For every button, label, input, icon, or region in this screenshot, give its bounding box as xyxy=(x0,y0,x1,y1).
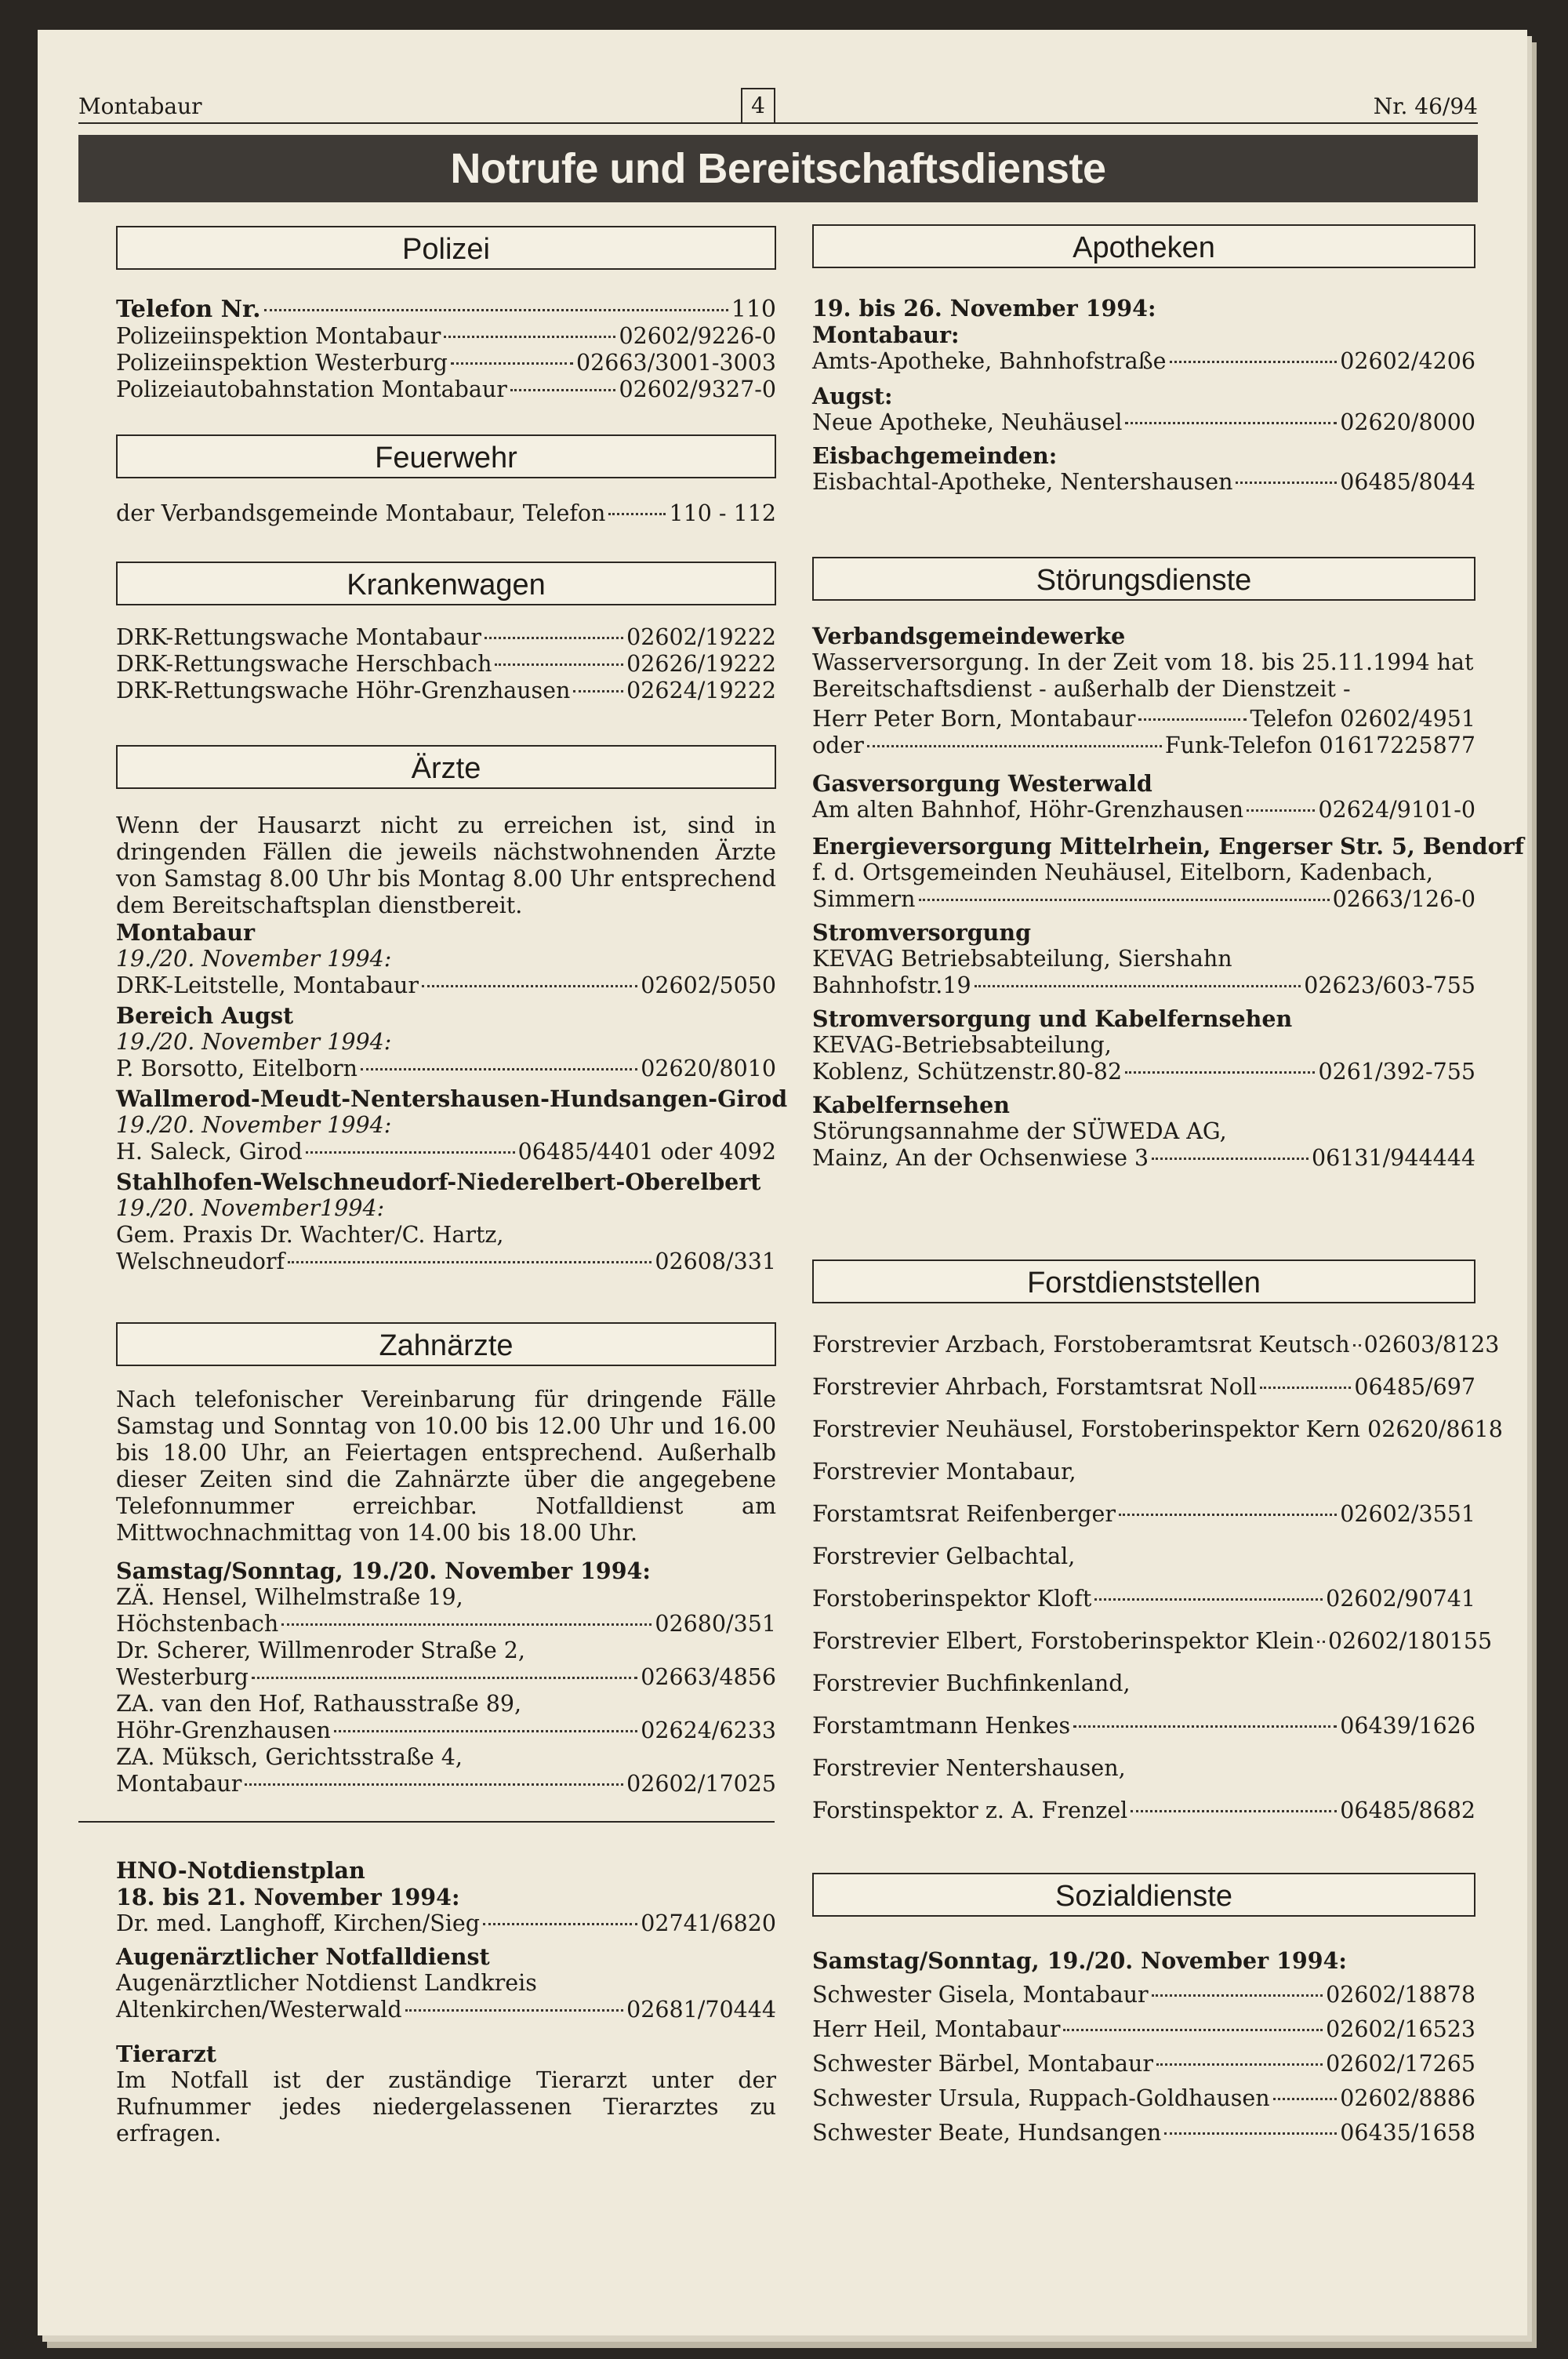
issue-number: Nr. 46/94 xyxy=(1373,93,1478,119)
list-item: Forstrevier Nentershausen, xyxy=(812,1755,1126,1781)
area-heading: Montabaur: xyxy=(812,322,960,348)
section-head-feuerwehr: Feuerwehr xyxy=(116,434,776,478)
list-item: Polizeiinspektion Westerburg 02663/3001-3003 xyxy=(116,350,776,376)
krankenwagen-list xyxy=(116,624,776,704)
list-item: Schwester Gisela, Montabaur 02602/18878 xyxy=(812,1982,1475,2008)
list-item: Höchstenbach 02680/351 xyxy=(116,1611,776,1637)
dentist-name: ZÄ. Hensel, Wilhelmstraße 19, xyxy=(116,1584,463,1610)
list-item: Eisbachtal-Apotheke, Nentershausen 06485/8044 xyxy=(812,469,1475,495)
list-item: Polizeiautobahnstation Montabaur 02602/9327-0 xyxy=(116,376,776,402)
list-item: Dr. med. Langhoff, Kirchen/Sieg 02741/6820 xyxy=(116,1910,776,1936)
list-item: Mainz, An der Ochsenwiese 3 06131/944444 xyxy=(812,1145,1475,1171)
date-line: 19./20. November 1994: xyxy=(116,946,392,972)
date-line: 19./20. November 1994: xyxy=(116,1112,392,1138)
hno-heading: HNO-Notdienstplan xyxy=(116,1857,365,1884)
divider xyxy=(78,1821,775,1823)
service-heading: Stromversorgung und Kabelfernsehen xyxy=(812,1005,1293,1032)
aerzte-info xyxy=(116,812,788,1275)
section-head-forstdienststellen: Forstdienststellen xyxy=(812,1259,1475,1303)
area-heading: Augst: xyxy=(812,383,893,409)
date-heading: 18. bis 21. November 1994: xyxy=(116,1884,460,1910)
page-title-banner: Notrufe und Bereitschaftsdienste xyxy=(78,135,1478,202)
service-line: f. d. Ortsgemeinden Neuhäusel, Eitelborn, Kadenbach, xyxy=(812,860,1433,885)
list-item: Schwester Beate, Hundsangen 06435/1658 xyxy=(812,2120,1475,2146)
area-heading: Wallmerod-Meudt-Nentershausen-Hundsangen-Girod xyxy=(116,1085,788,1112)
page-header xyxy=(78,86,1478,124)
list-item: H. Saleck, Girod 06485/4401 oder 4092 xyxy=(116,1139,776,1165)
list-item: Koblenz, Schützenstr.80-82 0261/392-755 xyxy=(812,1059,1475,1085)
list-item: DRK-Rettungswache Höhr-Grenzhausen 02624/19222 xyxy=(116,678,776,703)
service-heading: Gasversorgung Westerwald xyxy=(812,770,1152,797)
section-head-stoerungsdienste: Störungsdienste xyxy=(812,557,1475,601)
service-heading: Energieversorgung Mittelrhein, Engerser Str. 5, Bendorf xyxy=(812,833,1524,860)
service-line: KEVAG-Betriebsabteilung, xyxy=(812,1032,1112,1058)
section-head-sozialdienste: Sozialdienste xyxy=(812,1873,1475,1917)
list-item: Forstrevier Montabaur, xyxy=(812,1459,1076,1485)
section-head-apotheken: Apotheken xyxy=(812,224,1475,268)
section-head-zahnaerzte: Zahnärzte xyxy=(116,1322,776,1366)
area-heading: Stahlhofen-Welschneudorf-Niederelbert-Oberelbert xyxy=(116,1169,761,1195)
list-item: Polizeiinspektion Montabaur 02602/9226-0 xyxy=(116,323,776,349)
list-item: Telefon Nr. 110 xyxy=(116,296,776,323)
list-item: Forstamtsrat Reifenberger 02602/3551 xyxy=(812,1501,1475,1527)
list-item: Bahnhofstr.19 02623/603-755 xyxy=(812,972,1475,998)
sozial-list xyxy=(812,1943,1475,2150)
list-item: Forstrevier Ahrbach, Forstamtsrat Noll 06485/697 xyxy=(812,1374,1475,1400)
list-item: Forstrevier Buchfinkenland, xyxy=(812,1670,1131,1696)
list-item: Forstrevier Neuhäusel, Forstoberinspektor Kern 02620/8618 xyxy=(812,1416,1503,1442)
date-line: 19./20. November1994: xyxy=(116,1195,385,1221)
service-line: Bereitschaftsdienst - außerhalb der Dienstzeit - xyxy=(812,676,1351,702)
list-item: Forstrevier Arzbach, Forstoberamtsrat Keutsch 02603/8123 xyxy=(812,1332,1500,1358)
service-heading: Verbandsgemeindewerke xyxy=(812,623,1126,649)
aerzte-intro: Wenn der Hausarzt nicht zu erreichen ist, sind in dringenden Fällen die jeweils nächstwohnenden Ärzte von Samstag 8.00 Uhr bis Montag 8.00 Uhr entsprechend dem Bereitschaftsplan dienstbereit. xyxy=(116,812,776,918)
doctor-name: Gem. Praxis Dr. Wachter/C. Hartz, xyxy=(116,1222,504,1248)
header-town: Montabaur xyxy=(78,93,202,119)
list-item: Forstrevier Elbert, Forstoberinspektor Klein 02602/180155 xyxy=(812,1628,1493,1654)
service-line: Wasserversorgung. In der Zeit vom 18. bis 25.11.1994 hat xyxy=(812,649,1474,675)
list-item: Herr Heil, Montabaur 02602/16523 xyxy=(812,2016,1475,2042)
list-item: Westerburg 02663/4856 xyxy=(116,1664,776,1690)
dentist-name: Dr. Scherer, Willmenroder Straße 2, xyxy=(116,1637,525,1663)
forst-list xyxy=(812,1324,1503,1832)
list-item: oder Funk-Telefon 01617225877 xyxy=(812,732,1475,758)
date-heading: Samstag/Sonntag, 19./20. November 1994: xyxy=(116,1558,651,1584)
dentist-name: ZA. van den Hof, Rathausstraße 89, xyxy=(116,1691,522,1717)
list-item: Forstamtmann Henkes 06439/1626 xyxy=(812,1713,1475,1739)
service-heading: Stromversorgung xyxy=(812,919,1032,946)
area-heading: Montabaur xyxy=(116,919,256,946)
zahnaerzte-intro: Nach telefonischer Vereinbarung für dringende Fälle Samstag und Sonntag von 10.00 bis 12.00 Uhr und 16.00 bis 18.00 Uhr, an Feiertagen entsprechend. Außerhalb dieser Zeiten sind die Zahnärzte über die angegebene Telefonnummer erreichbar. Notfalldienst am Mittwochnachmittag von 14.00 bis 18.00 Uhr. xyxy=(116,1387,776,1546)
list-item: Schwester Bärbel, Montabaur 02602/17265 xyxy=(812,2051,1475,2077)
list-item: DRK-Rettungswache Herschbach 02626/19222 xyxy=(116,651,776,677)
area-heading: Bereich Augst xyxy=(116,1002,294,1029)
apotheken-list xyxy=(812,295,1475,496)
list-item: DRK-Leitstelle, Montabaur 02602/5050 xyxy=(116,972,776,998)
service-heading: Kabelfernsehen xyxy=(812,1092,1011,1118)
dentist-name: ZA. Müksch, Gerichtsstraße 4, xyxy=(116,1744,463,1770)
augen-line: Augenärztlicher Notdienst Landkreis xyxy=(116,1970,537,1996)
zahnaerzte-info xyxy=(116,1387,776,1797)
list-item: Forstinspektor z. A. Frenzel 06485/8682 xyxy=(812,1797,1475,1823)
list-item: der Verbandsgemeinde Montabaur, Telefon 110 - 112 xyxy=(116,500,776,526)
list-item: Montabaur 02602/17025 xyxy=(116,1771,776,1797)
area-heading: Eisbachgemeinden: xyxy=(812,442,1058,469)
service-line: Störungsannahme der SÜWEDA AG, xyxy=(812,1118,1227,1144)
polizei-list xyxy=(116,296,776,403)
list-item: Forstrevier Gelbachtal, xyxy=(812,1543,1076,1569)
section-head-krankenwagen: Krankenwagen xyxy=(116,562,776,605)
list-item: Neue Apotheke, Neuhäusel 02620/8000 xyxy=(812,409,1475,435)
list-item: P. Borsotto, Eitelborn 02620/8010 xyxy=(116,1056,776,1081)
section-head-aerzte: Ärzte xyxy=(116,745,776,789)
date-heading: Samstag/Sonntag, 19./20. November 1994: xyxy=(812,1947,1347,1974)
list-item: Welschneudorf 02608/331 xyxy=(116,1249,776,1274)
service-line: KEVAG Betriebsabteilung, Siershahn xyxy=(812,946,1232,972)
date-line: 19./20. November 1994: xyxy=(116,1029,392,1055)
section-head-polizei: Polizei xyxy=(116,226,776,270)
list-item: Amts-Apotheke, Bahnhofstraße 02602/4206 xyxy=(812,348,1475,374)
hno-info xyxy=(116,1857,776,2147)
stoerungsdienste-list xyxy=(812,623,1524,1172)
page-number: 4 xyxy=(741,88,775,122)
list-item: Am alten Bahnhof, Höhr-Grenzhausen 02624/9101-0 xyxy=(812,797,1475,823)
list-item: Höhr-Grenzhausen 02624/6233 xyxy=(116,1717,776,1743)
list-item: DRK-Rettungswache Montabaur 02602/19222 xyxy=(116,624,776,650)
feuerwehr-info xyxy=(116,500,776,527)
list-item: Forstoberinspektor Kloft 02602/90741 xyxy=(812,1586,1475,1612)
list-item: Simmern 02663/126-0 xyxy=(812,886,1475,912)
tierarzt-text: Im Notfall ist der zuständige Tierarzt unter der Rufnummer jedes niedergelassenen Tierarztes zu erfragen. xyxy=(116,2067,776,2146)
list-item: Altenkirchen/Westerwald 02681/70444 xyxy=(116,1997,776,2023)
augen-heading: Augenärztlicher Notfalldienst xyxy=(116,1943,490,1970)
date-heading: 19. bis 26. November 1994: xyxy=(812,295,1156,322)
list-item: Schwester Ursula, Ruppach-Goldhausen 02602/8886 xyxy=(812,2085,1475,2111)
tierarzt-heading: Tierarzt xyxy=(116,2041,217,2067)
list-item: Herr Peter Born, Montabaur Telefon 02602/4951 xyxy=(812,706,1475,732)
